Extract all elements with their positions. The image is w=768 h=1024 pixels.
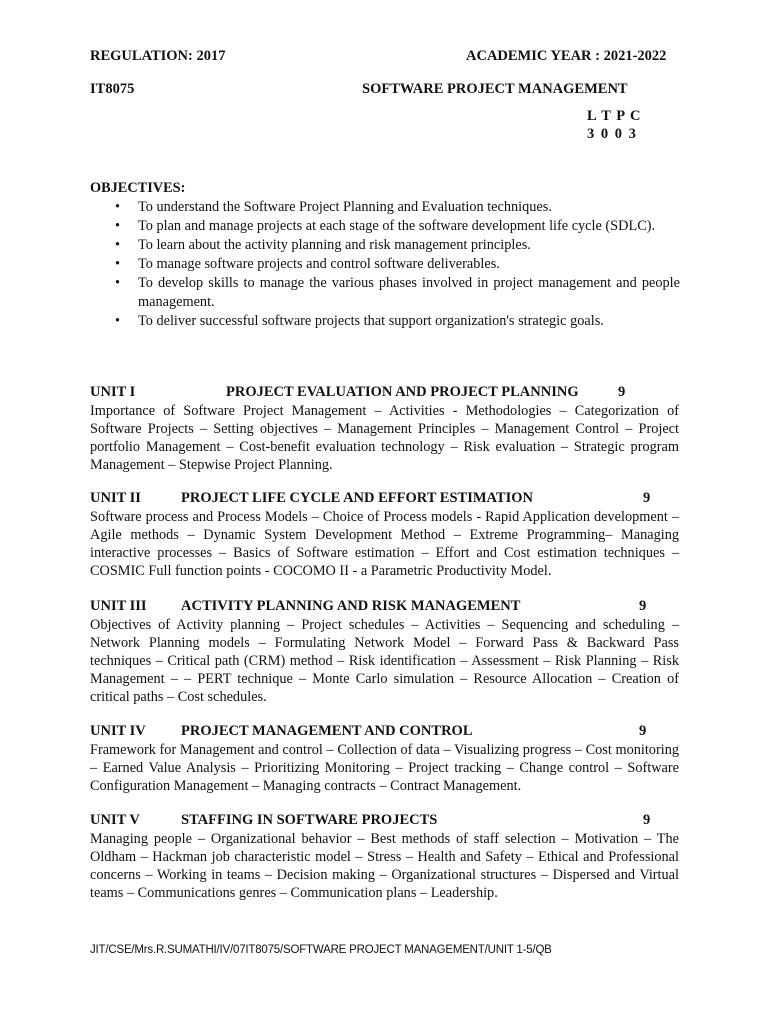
unit-hours: 9 — [643, 812, 651, 828]
objectives-heading: OBJECTIVES: — [90, 180, 186, 196]
unit-hours: 9 — [643, 490, 651, 506]
unit-number: UNIT II — [90, 490, 141, 506]
unit-title: ACTIVITY PLANNING AND RISK MANAGEMENT — [181, 598, 521, 614]
ltpc-label: L T P C — [587, 108, 642, 124]
unit-4 — [90, 722, 679, 795]
course-code: IT8075 — [90, 81, 135, 97]
unit-body: Framework for Management and control – Collection of data – Visualizing progress – Cost monitoring – Earned Value Analysis – Prioritizing Monitoring – Project tracking – Change control – Software Configuration Management – Managing contracts – Contract Management. — [90, 742, 679, 794]
unit-heading — [90, 489, 679, 508]
unit-body: Software process and Process Models – Choice of Process models - Rapid Application development – Agile methods – Dynamic System Development Method – Extreme Programming– Managing interactive processes – Basics of Software estimation – Effort and Cost estimation techniques – COSMIC Full function points - COCOMO II - a Parametric Productivity Model. — [90, 509, 679, 579]
unit-title: STAFFING IN SOFTWARE PROJECTS — [181, 812, 438, 828]
footer: JIT/CSE/Mrs.R.SUMATHI/IV/07IT8075/SOFTWARE PROJECT MANAGEMENT/UNIT 1-5/QB — [90, 944, 552, 956]
unit-heading — [90, 811, 679, 830]
unit-body: Objectives of Activity planning – Project schedules – Activities – Sequencing and scheduling – Network Planning models – Formulating Network Model – Forward Pass & Backward Pass techniques – Critical path (CRM) method – Risk identification – Assessment – Risk Planning – Risk Management – – PERT technique – Monte Carlo simulation – Resource Allocation – Creation of critical paths – Cost schedules. — [90, 617, 679, 705]
ltpc-values: 3 0 0 3 — [587, 126, 638, 142]
unit-5 — [90, 811, 679, 902]
unit-title: PROJECT EVALUATION AND PROJECT PLANNING — [226, 384, 579, 400]
objective-item: • To manage software projects and control software deliverables. — [90, 255, 680, 274]
unit-number: UNIT I — [90, 384, 136, 400]
unit-number: UNIT V — [90, 812, 140, 828]
unit-3 — [90, 597, 679, 706]
unit-1 — [90, 383, 679, 474]
objective-item: • To deliver successful software projects that support organization's strategic goals. — [90, 312, 680, 331]
unit-2 — [90, 489, 679, 580]
objective-item: • To understand the Software Project Planning and Evaluation techniques. — [90, 198, 680, 217]
objectives-section — [90, 179, 680, 331]
course-title: SOFTWARE PROJECT MANAGEMENT — [362, 81, 628, 97]
objective-item: • To plan and manage projects at each stage of the software development life cycle (SDLC). — [90, 217, 680, 236]
unit-hours: 9 — [639, 723, 647, 739]
unit-hours: 9 — [618, 384, 626, 400]
unit-heading — [90, 722, 679, 741]
unit-body: Managing people – Organizational behavior – Best methods of staff selection – Motivation – The Oldham – Hackman job characteristic model – Stress – Health and Safety – Ethical and Professional concerns – Working in teams – Decision making – Organizational structures – Dispersed and Virtual teams – Communications genres – Communication plans – Leadership. — [90, 831, 679, 901]
unit-hours: 9 — [639, 598, 647, 614]
regulation: REGULATION: 2017 — [90, 48, 226, 64]
objective-item: • To develop skills to manage the various phases involved in project management and people management. — [90, 274, 680, 312]
unit-title: PROJECT MANAGEMENT AND CONTROL — [181, 723, 473, 739]
unit-title: PROJECT LIFE CYCLE AND EFFORT ESTIMATION — [181, 490, 533, 506]
unit-number: UNIT III — [90, 598, 147, 614]
unit-heading — [90, 383, 679, 402]
academic-year: ACADEMIC YEAR : 2021-2022 — [466, 48, 667, 64]
objectives-list — [90, 198, 680, 331]
objective-item: • To learn about the activity planning and risk management principles. — [90, 236, 680, 255]
unit-heading — [90, 597, 679, 616]
unit-body: Importance of Software Project Management – Activities - Methodologies – Categorization of Software Projects – Setting objectives – Management Principles – Management Control – Project portfolio Management – Cost-benefit evaluation technology – Risk evaluation – Strategic program Management – Stepwise Project Planning. — [90, 403, 679, 473]
unit-number: UNIT IV — [90, 723, 146, 739]
